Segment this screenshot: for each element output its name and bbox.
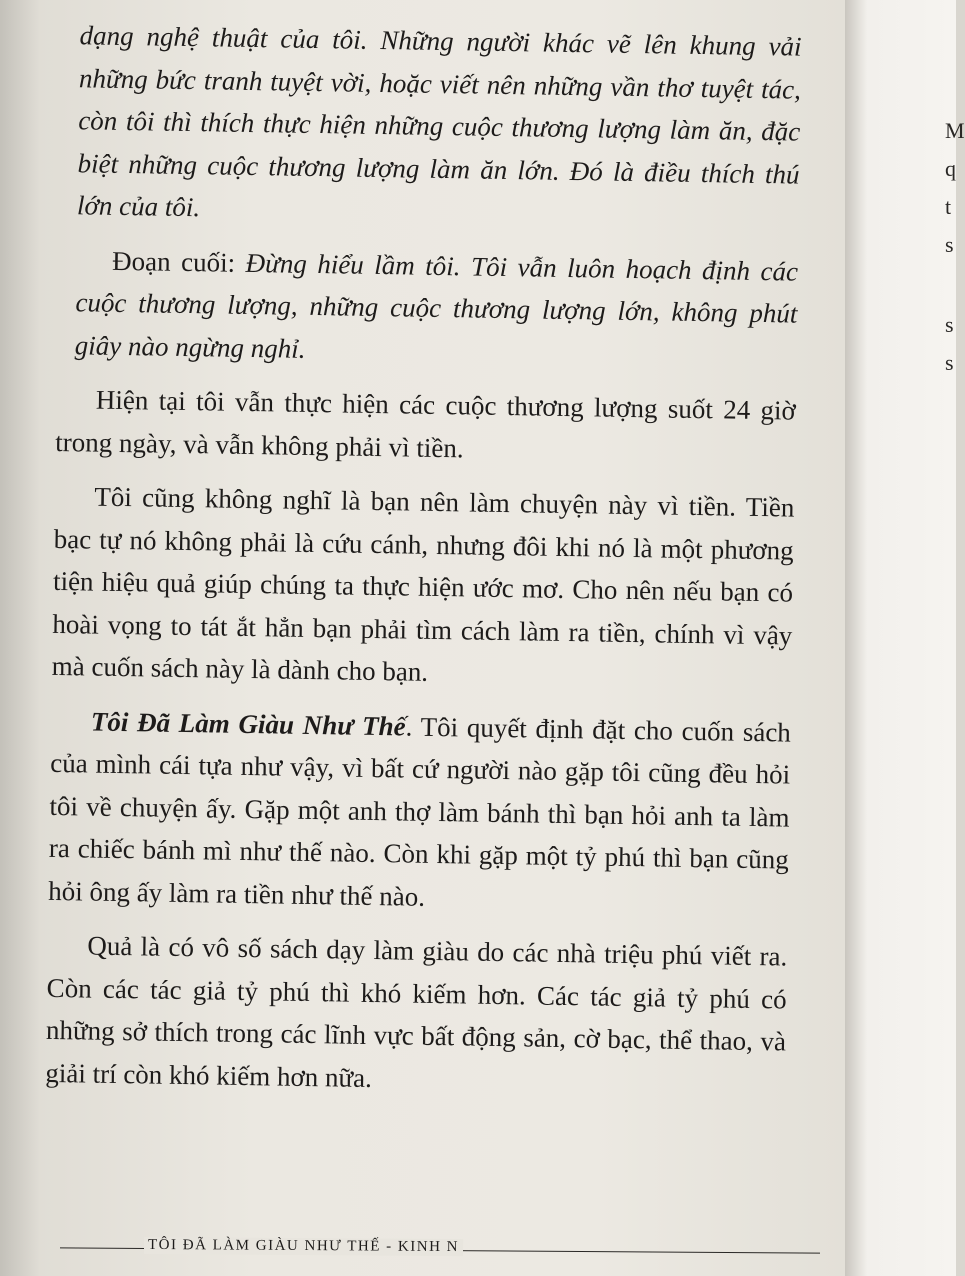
quote-line: dạng nghệ thuật của tôi. Những người khác vẽ lên khung vải xyxy=(79,20,802,62)
body-text: . Tôi quyết định đặt cho cuốn sách của mình cái tựa như vậy, vì bất cứ người nào gặp tôi cũng đều hỏi tôi về chuyện ấy. Gặp một anh thợ làm bánh thì bạn hỏi anh ta làm ra chiếc bánh mì như thế nào. Còn khi gặp một tỷ phú thì bạn cũng hỏi ông ấy làm ra tiền như thế nào. xyxy=(47,710,792,912)
page-footer xyxy=(60,1236,820,1256)
page-gutter-shadow xyxy=(0,0,40,1276)
quote-italic-text: Đừng hiểu lầm tôi. Tôi vẫn luôn hoạch định các cuộc thương lượng, những cuộc thương lượng lớn, không phút giây nào ngừng nghỉ. xyxy=(74,247,799,364)
quote-line: thích thú lớn của tôi. xyxy=(76,157,800,223)
body-paragraph-with-title xyxy=(48,699,791,923)
edge-letter: t xyxy=(945,194,952,219)
quote-line: những bức tranh tuyệt vời, hoặc viết nên những vần thơ tuyệt xyxy=(78,62,754,104)
quote-line: tác, còn tôi thì thích thực hiện những cuộc thương lượng làm xyxy=(78,73,802,146)
book-title-inline: Tôi Đã Làm Giàu Như Thế xyxy=(90,706,406,741)
body-paragraph: Tôi cũng không nghĩ là bạn nên làm chuyện này vì tiền. Tiền bạc tự nó không phải là cứu cánh, nhưng đôi khi nó là một phương tiện hiệu quả giúp chúng ta thực hiện ước mơ. Cho nên nếu bạn có hoài vọng to tát ắt hẳn bạn phải tìm cách làm ra tiền, chính vì vậy mà cuốn sách này là dành cho bạn. xyxy=(51,481,795,687)
body-paragraph: Hiện tại tôi vẫn thực hiện các cuộc thương lượng suốt 24 giờ trong ngày, và vẫn không phải vì tiền. xyxy=(55,384,797,463)
running-head: TÔI ĐÃ LÀM GIÀU NHƯ THẾ - KINH N xyxy=(144,1237,463,1256)
quote-lead: Đoạn cuối: xyxy=(111,245,246,278)
edge-letter: q xyxy=(945,156,956,181)
quote-paragraph-2 xyxy=(56,238,798,377)
body-paragraph: Quả là có vô số sách dạy làm giàu do các nhà triệu phú viết ra. Còn các tác giả tỷ phú thì khó kiếm hơn. Các tác giả tỷ phú có những sở thích trong các lĩnh vực bất động sản, cờ bạc, thể thao, và giải trí còn khó kiếm hơn nữa. xyxy=(45,930,788,1093)
page-body xyxy=(45,14,802,1117)
quote-paragraph-1 xyxy=(59,14,802,238)
edge-letter: s xyxy=(945,312,954,337)
quote-line: ăn, đặc biệt những cuộc thương lượng làm ăn lớn. Đó là điều xyxy=(77,115,801,188)
edge-letter: s xyxy=(945,350,954,375)
edge-letter: s xyxy=(945,232,954,257)
next-page-edge xyxy=(845,0,965,1276)
edge-letter: M xyxy=(945,118,965,143)
